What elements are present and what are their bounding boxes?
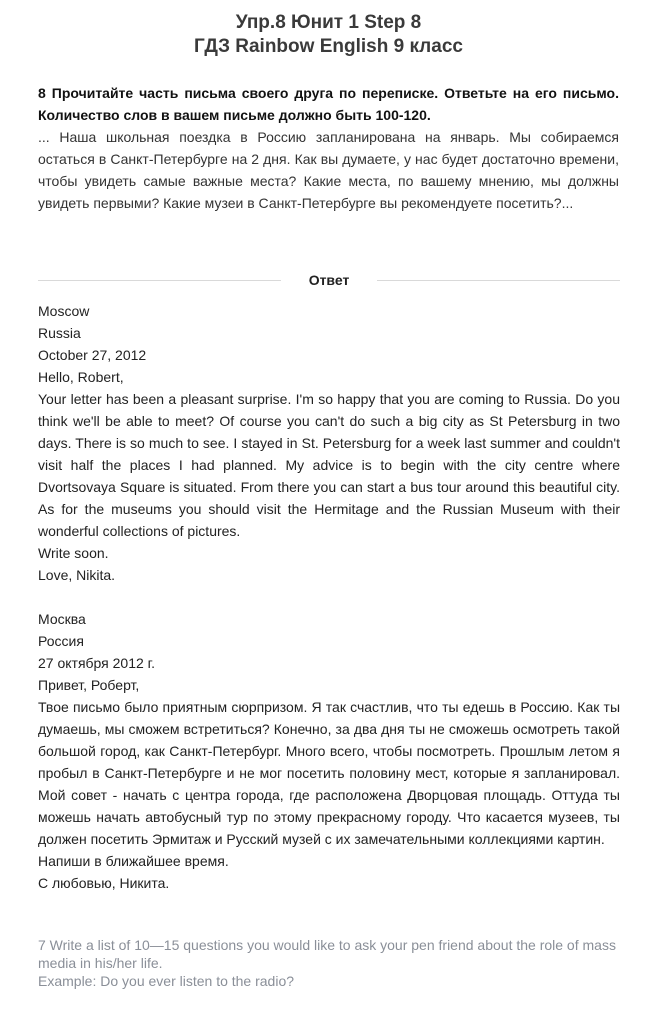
page-title-line-2: ГДЗ Rainbow English 9 класс bbox=[194, 36, 463, 57]
letter-signature: С любовью, Никита. bbox=[38, 875, 170, 891]
letter-body: Your letter has been a pleasant surprise. I'm so happy that you are coming to Russia. Do you think we'll be able to meet? Of course you can't do such a big city as St Petersburg in two days. There is so much to see. I stayed in St. Petersburg for a week last summer and couldn't visit half the places I had planned. My advice is to begin with the city centre where Dvortsovaya Square is situated. From there you can start a bus tour around this beautiful city. As for the museums you should visit the Hermitage and the Russian Museum with their wonderful collections of pictures. bbox=[38, 391, 620, 539]
next-exercise-example: Example: Do you ever listen to the radio? bbox=[38, 973, 295, 989]
letter-closing: Напиши в ближайшее время. bbox=[38, 853, 229, 869]
letter-country: Россия bbox=[38, 633, 84, 649]
answer-content bbox=[38, 300, 620, 894]
page-title-line-1: Упр.8 Юнит 1 Step 8 bbox=[235, 12, 422, 33]
russian-letter bbox=[38, 608, 620, 894]
next-exercise-text: 7 Write a list of 10—15 questions you would like to ask your pen friend about the role of mass media in his/her life. bbox=[38, 937, 616, 971]
letter-signature: Love, Nikita. bbox=[38, 567, 116, 583]
letter-city: Москва bbox=[38, 611, 86, 627]
english-letter bbox=[38, 300, 620, 586]
task-letter-excerpt: ... Наша школьная поездка в Россию запланирована на январь. Мы собираемся остаться в Санкт-Петербурге на 2 дня. Как вы думаете, у нас будет достаточно времени, чтобы увидеть самые важные места? Какие места, по вашему мнению, мы должны увидеть первыми? Какие музеи в Санкт-Петербурге вы рекомендуете посетить?... bbox=[38, 129, 619, 211]
task-question: 8 Прочитайте часть письма своего друга по переписке. Ответьте на его письмо. Количество слов в вашем письме должно быть 100-120. bbox=[38, 85, 619, 123]
answer-divider bbox=[38, 270, 620, 290]
letter-greeting: Привет, Роберт, bbox=[38, 677, 140, 693]
task-block bbox=[38, 82, 619, 214]
answer-label: Ответ bbox=[308, 272, 350, 288]
letter-date: October 27, 2012 bbox=[38, 347, 147, 363]
letter-body: Твое письмо было приятным сюрпризом. Я так счастлив, что ты едешь в Россию. Как ты думаешь, мы сможем встретиться? Конечно, за два дня ты не сможешь осмотреть такой большой город, как Санкт-Петербург. Много всего, чтобы посмотреть. Прошлым летом я пробыл в Санкт-Петербурге и не мог посетить половину мест, которые я запланировал. Мой совет - начать с центра города, где расположена Дворцовая площадь. Оттуда ты можешь начать автобусный тур по этому прекрасному городу. Что касается музеев, ты должен посетить Эрмитаж и Русский музей с их замечательными коллекциями картин. bbox=[38, 699, 620, 847]
letter-closing: Write soon. bbox=[38, 545, 109, 561]
divider-line-right bbox=[377, 280, 620, 281]
letter-spacer bbox=[38, 586, 620, 608]
letter-greeting: Hello, Robert, bbox=[38, 369, 124, 385]
letter-city: Moscow bbox=[38, 303, 90, 319]
page-title bbox=[0, 0, 657, 59]
divider-line-left bbox=[38, 280, 281, 281]
letter-country: Russia bbox=[38, 325, 81, 341]
letter-date: 27 октября 2012 г. bbox=[38, 655, 155, 671]
next-exercise bbox=[38, 936, 620, 990]
